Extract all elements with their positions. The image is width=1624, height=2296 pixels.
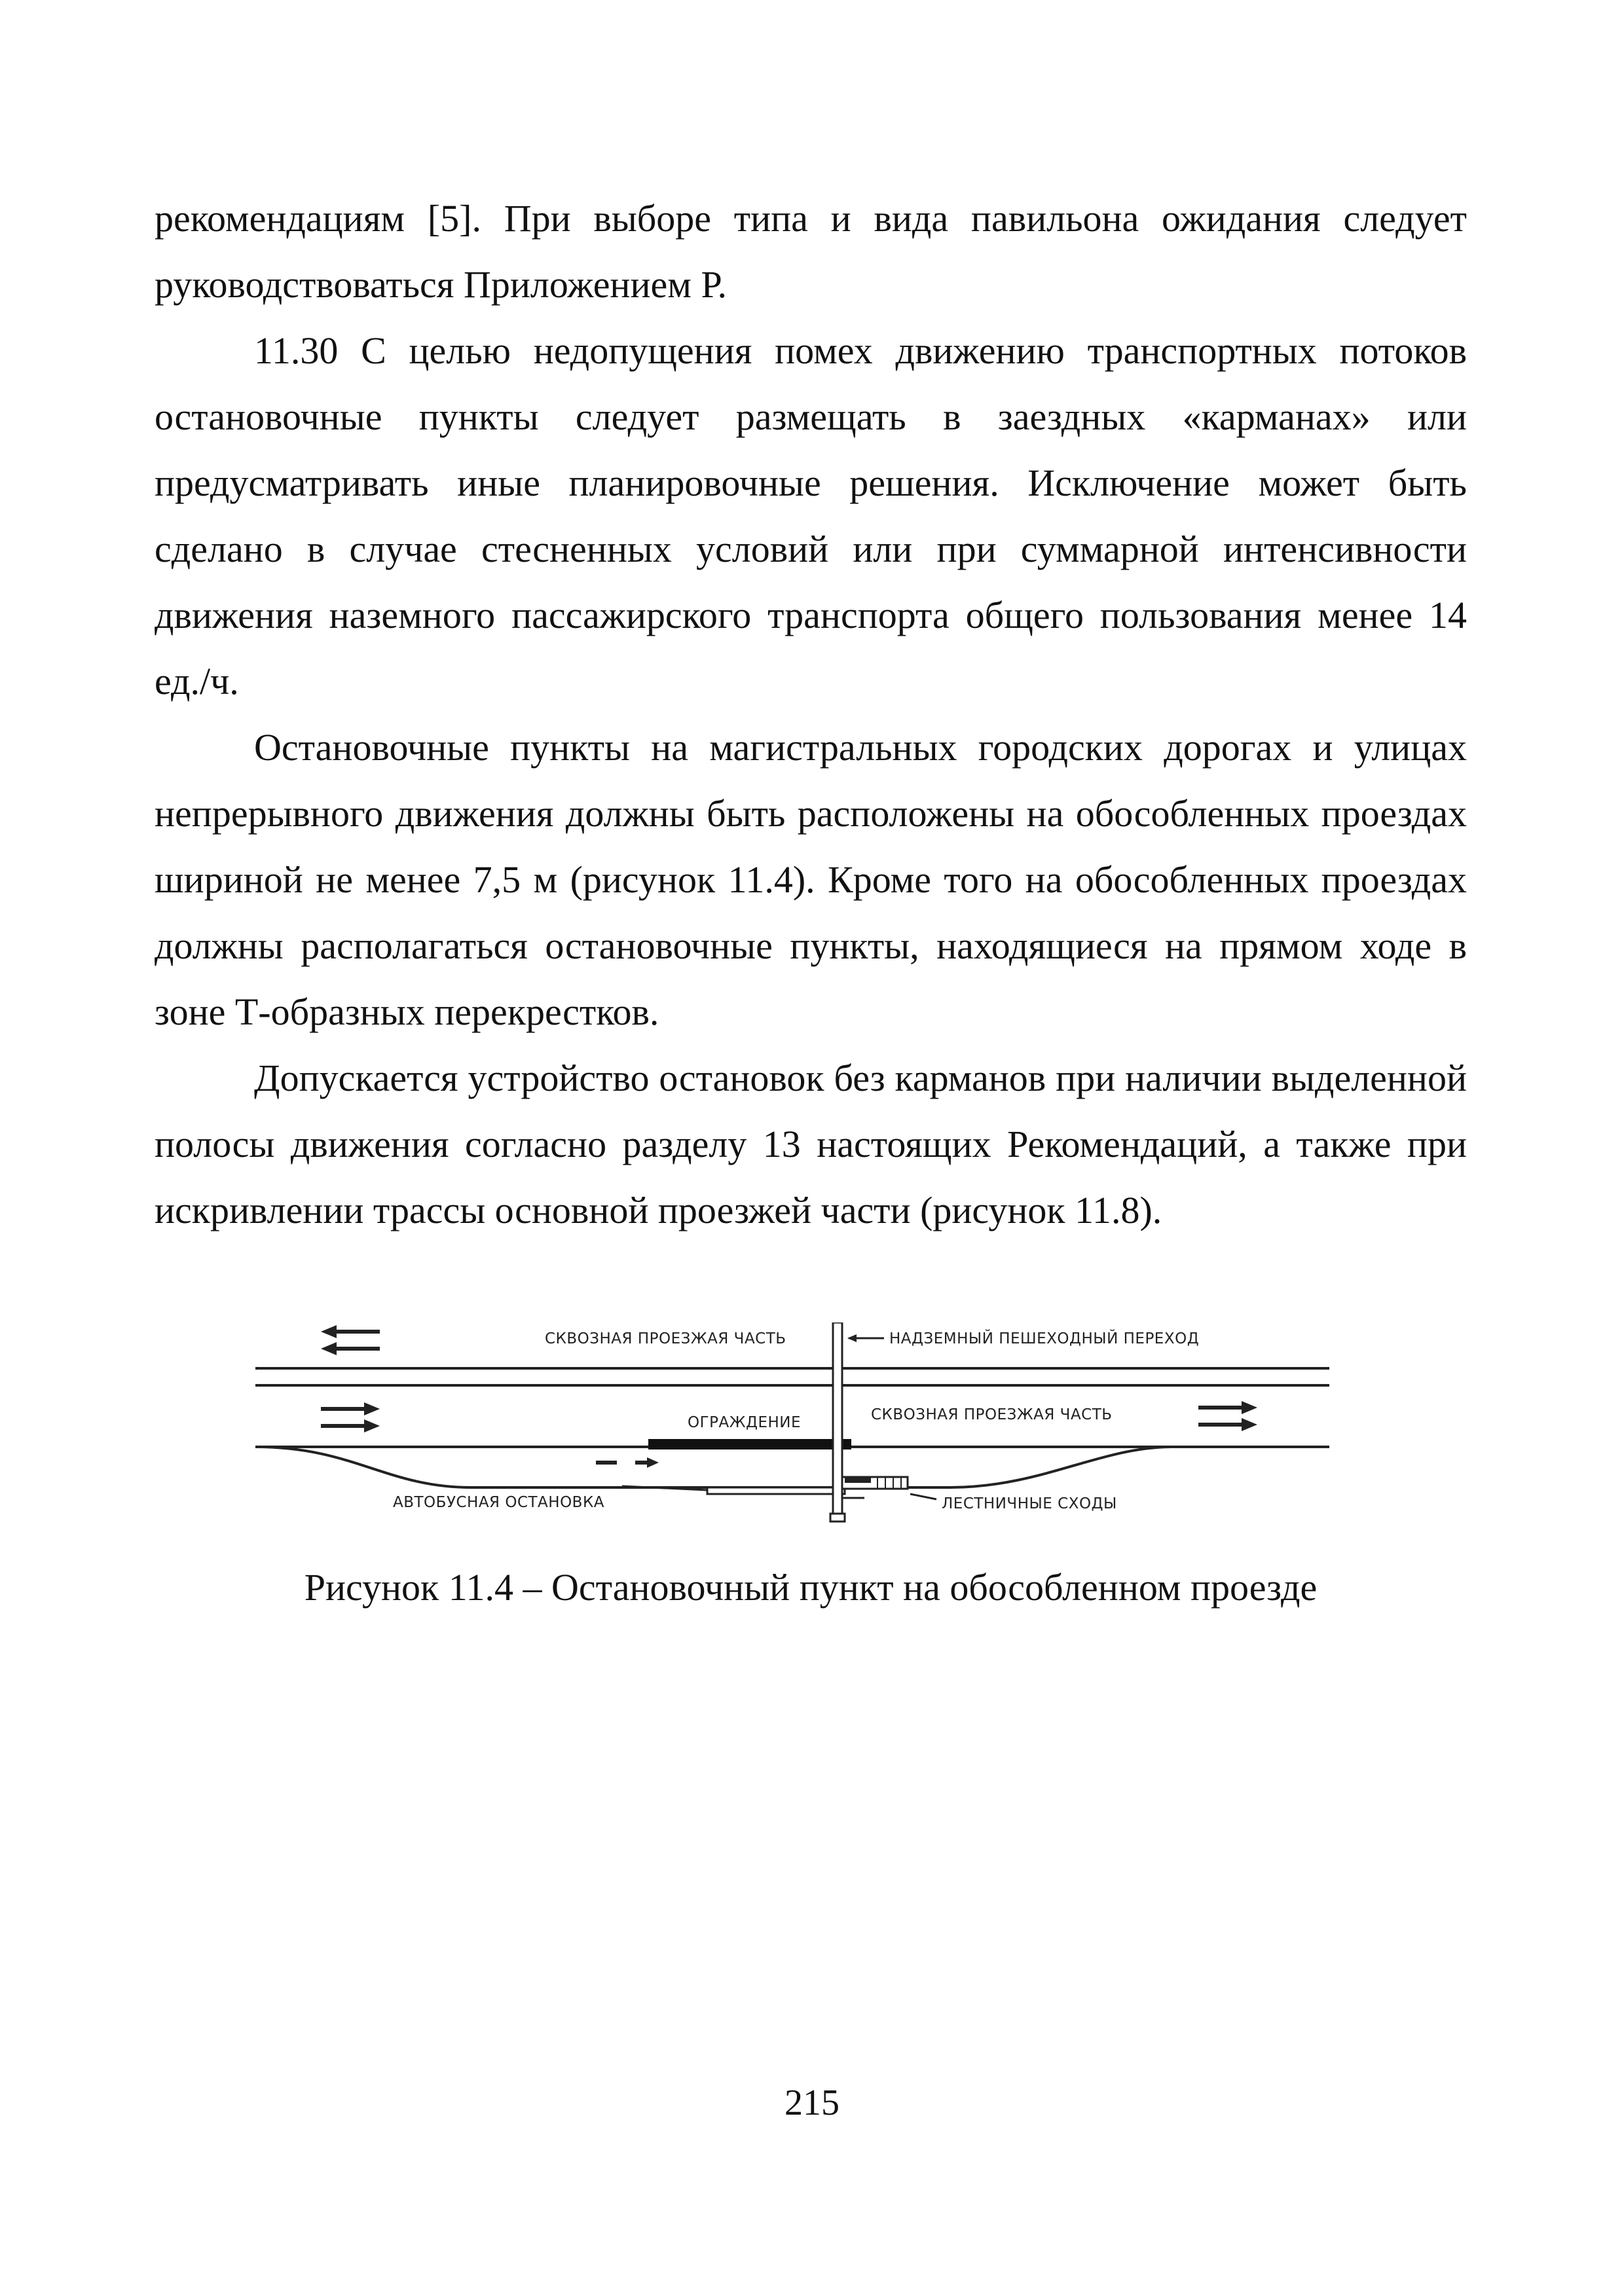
paragraph-3: Остановочные пункты на магистральных городских дорогах и улицах непрерывного движения должны быть расположены на обособленных проездах шириной не менее 7,5 м (рисунок 11.4). Кроме того на обособленных проездах должны располагаться остановочные пункты, находящиеся на прямом ходе в зоне Т-образных перекрестков. bbox=[155, 726, 1467, 1033]
bus-platform bbox=[707, 1487, 845, 1494]
overpass-structure bbox=[833, 1322, 842, 1519]
paragraph-1: рекомендациям [5]. При выборе типа и вида павильона ожидания следует руководствоваться Приложением Р. bbox=[155, 197, 1467, 306]
paragraph-2: 11.30 С целью недопущения помех движению транспортных потоков остановочные пункты следует размещать в заездных «карманах» или предусматривать иные планировочные решения. Исключение может быть сделано в случае стесненных условий или при суммарной интенсивности движения наземного пассажирского транспорта общего пользования менее 14 ед./ч. bbox=[155, 329, 1467, 702]
bus-arrow-icon bbox=[596, 1457, 659, 1468]
road-diagram bbox=[255, 1322, 1329, 1545]
label-bus-stop: АВТОБУСНАЯ ОСТАНОВКА bbox=[393, 1494, 605, 1511]
paragraph-4: Допускается устройство остановок без карманов при наличии выделенной полосы движения согласно разделу 13 настоящих Рекомендаций, а также при искривлении трассы основной проезжей части (рисунок 11.8). bbox=[155, 1057, 1467, 1231]
body-text bbox=[155, 185, 1467, 1243]
arrow-left-icon bbox=[321, 1325, 380, 1355]
label-fence: ОГРАЖДЕНИЕ bbox=[688, 1414, 802, 1431]
figure-caption: Рисунок 11.4 – Остановочный пункт на обособленном проезде bbox=[304, 1566, 1318, 1609]
arrow-right-icon bbox=[1198, 1401, 1257, 1431]
figure-11-4 bbox=[255, 1322, 1329, 1545]
label-through-carriageway-top: СКВОЗНАЯ ПРОЕЗЖАЯ ЧАСТЬ bbox=[545, 1330, 786, 1347]
label-stairs: ЛЕСТНИЧНЫЕ СХОДЫ bbox=[942, 1495, 1117, 1512]
arrow-right-icon bbox=[321, 1402, 380, 1432]
label-through-carriageway-bottom: СКВОЗНАЯ ПРОЕЗЖАЯ ЧАСТЬ bbox=[871, 1406, 1113, 1423]
overpass-base bbox=[830, 1514, 845, 1522]
separated-lane-curve bbox=[255, 1447, 1172, 1487]
page-number: 215 bbox=[784, 2083, 840, 2123]
fence-bar bbox=[648, 1439, 851, 1449]
label-overpass: НАДЗЕМНЫЙ ПЕШЕХОДНЫЙ ПЕРЕХОД bbox=[889, 1330, 1200, 1347]
stairs-icon bbox=[842, 1477, 908, 1498]
leader-line bbox=[910, 1494, 936, 1499]
